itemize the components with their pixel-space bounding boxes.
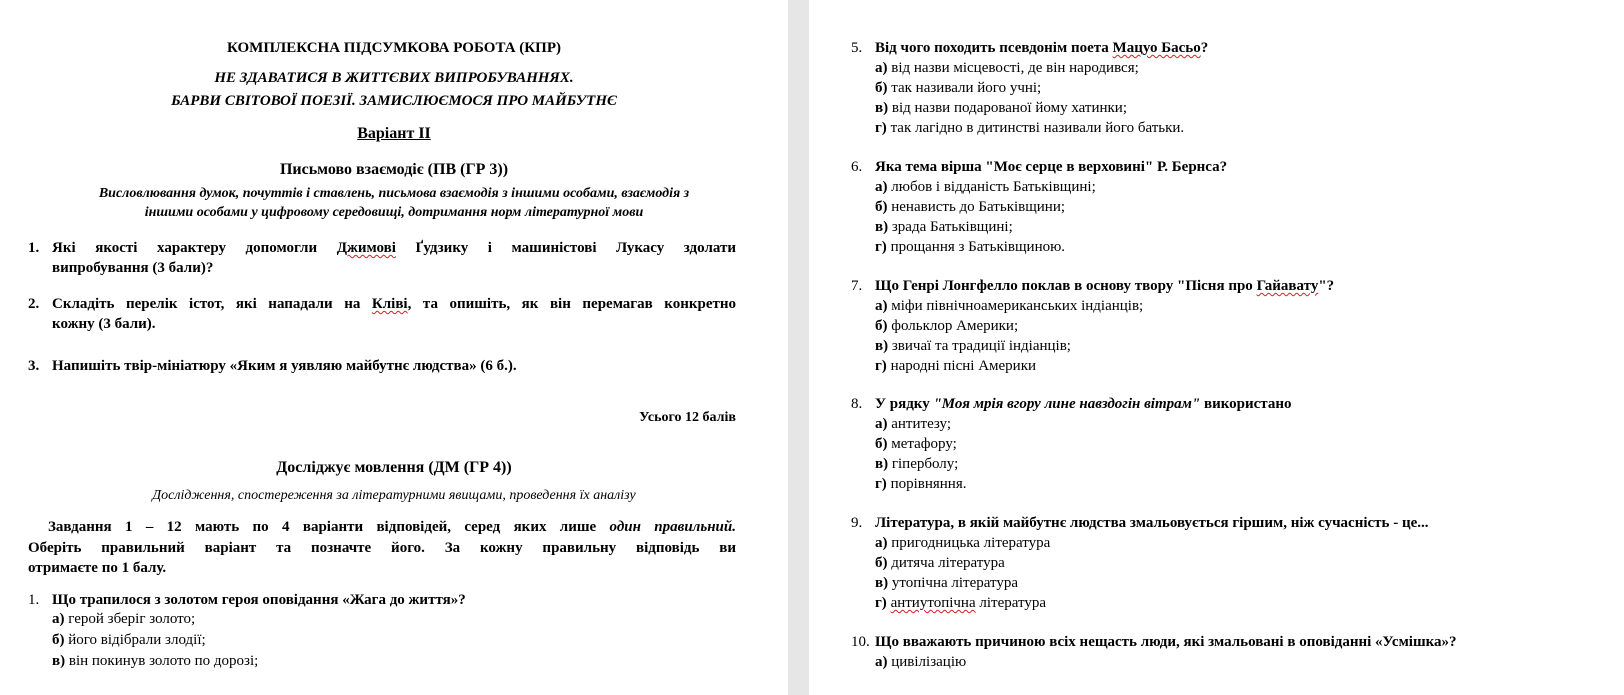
question-text: Література, в якій майбутнє людства змальовується гіршим, ніж сучасність - це... [875,515,1429,531]
answer-option-a[interactable]: а) пригодницька література [875,535,1051,551]
instructions-line1: Завдання 1 – 12 мають по 4 варіанти відповідей, серед яких лише один правильний. [48,519,736,535]
question-text: Яка тема вірша "Моє серце в верховині" Р. Бернса? [875,159,1228,175]
document-subtitle-line1: НЕ ЗДАВАТИСЯ В ЖИТТЄВИХ ВИПРОБУВАННЯХ. [214,70,574,86]
answer-option-c[interactable]: в) він покинув золото по дорозі; [52,653,259,669]
question-text: Що вважають причиною всіх нещасть люди, які змальовані в оповіданні «Усмішка»? [875,634,1457,650]
section1-description-line2: іншими особами у цифровому середовищі, дотримання норм літературної мови [144,205,644,220]
total-points: Усього 12 балів [639,410,736,425]
document-title: КОМПЛЕКСНА ПІДСУМКОВА РОБОТА (КПР) [227,40,561,56]
question-number: 6. [851,159,863,175]
instructions-line2: Оберіть правильний варіант та позначте його. За кожну правильну відповідь ви [28,540,736,556]
answer-option-c[interactable]: в) зрада Батьківщині; [875,219,1013,235]
answer-option-c[interactable]: в) від назви подарованої йому хатинки; [875,100,1127,116]
answer-option-b[interactable]: б) ненависть до Батьківщини; [875,199,1066,215]
answer-option-d[interactable]: г) порівняння. [875,476,967,492]
answer-option-c[interactable]: в) утопічна література [875,575,1019,591]
question-text: У рядку "Моя мрія вгору лине навздогін вітрам" використано [875,396,1292,412]
task-text-line2: випробування (3 бали)? [52,260,214,276]
variant-label: Варіант ІІ [357,125,431,142]
answer-option-b[interactable]: б) фольклор Америки; [875,318,1019,334]
section1-heading: Письмово взаємодіє (ПВ (ГР 3)) [279,161,509,178]
question-text: Від чого походить псевдонім поета Мацуо Басьо? [875,40,1209,56]
answer-option-a[interactable]: а) любов і відданість Батьківщині; [875,179,1096,195]
question-text: Що Генрі Лонгфелло поклав в основу твору "Пісня про Гайавату"? [875,278,1335,294]
answer-option-d[interactable]: г) прощання з Батьківщиною. [875,239,1066,255]
question-number: 1. [28,592,40,608]
section2-description: Дослідження, спостереження за літературними явищами, проведення їх аналізу [152,488,636,503]
answer-option-c[interactable]: в) звичаї та традиції індіанців; [875,338,1071,354]
task-number: 1. [28,240,40,256]
answer-option-b[interactable]: б) його відібрали злодії; [52,632,206,648]
document-subtitle-line2: БАРВИ СВІТОВОЇ ПОЕЗІЇ. ЗАМИСЛЮЄМОСЯ ПРО МАЙБУТНЄ [171,93,617,109]
question-number: 8. [851,396,863,412]
page-gutter [788,0,809,695]
answer-option-d[interactable]: г) так лагідно в дитинстві називали його батьки. [875,120,1185,136]
answer-option-a[interactable]: а) від назви місцевості, де він народився; [875,60,1139,76]
answer-option-d[interactable]: г) народні пісні Америки [875,358,1037,374]
task-text-line1: Напишіть твір-мініатюру «Яким я уявляю майбутнє людства» (6 б.). [52,358,517,374]
answer-option-d[interactable]: г) антиутопічна література [875,595,1047,611]
task-text-line2: кожну (3 бали). [52,316,156,332]
question-text: Що трапилося з золотом героя оповідання «Жага до життя»? [52,592,466,608]
document-page-left [0,0,788,695]
task-number: 2. [28,296,40,312]
instructions-line3: отримаєте по 1 балу. [28,560,167,576]
answer-option-a[interactable]: а) герой зберіг золото; [52,611,196,627]
answer-option-a[interactable]: а) цивілізацію [875,654,967,670]
task-number: 3. [28,358,40,374]
question-number: 10. [851,634,870,650]
answer-option-b[interactable]: б) метафору; [875,436,957,452]
question-number: 5. [851,40,863,56]
section2-heading: Досліджує мовлення (ДМ (ГР 4)) [276,459,512,476]
section1-description-line1: Висловлювання думок, почуттів і ставлень, письмова взаємодія з іншими особами, взаємодія з [98,186,690,201]
task-text-line1: Які якості характеру допомогли Джимові Ґудзику і машиністові Лукасу здолати [52,240,736,256]
question-number: 9. [851,515,863,531]
document-page-right [809,0,1624,695]
answer-option-b[interactable]: б) дитяча література [875,555,1005,571]
question-number: 7. [851,278,863,294]
answer-option-b[interactable]: б) так називали його учні; [875,80,1042,96]
answer-option-a[interactable]: а) міфи північноамериканських індіанців; [875,298,1144,314]
answer-option-c[interactable]: в) гіперболу; [875,456,959,472]
answer-option-a[interactable]: а) антитезу; [875,416,951,432]
task-text-line1: Складіть перелік істот, які нападали на Кліві, та опишіть, як він перемагав конкретно [52,296,736,312]
